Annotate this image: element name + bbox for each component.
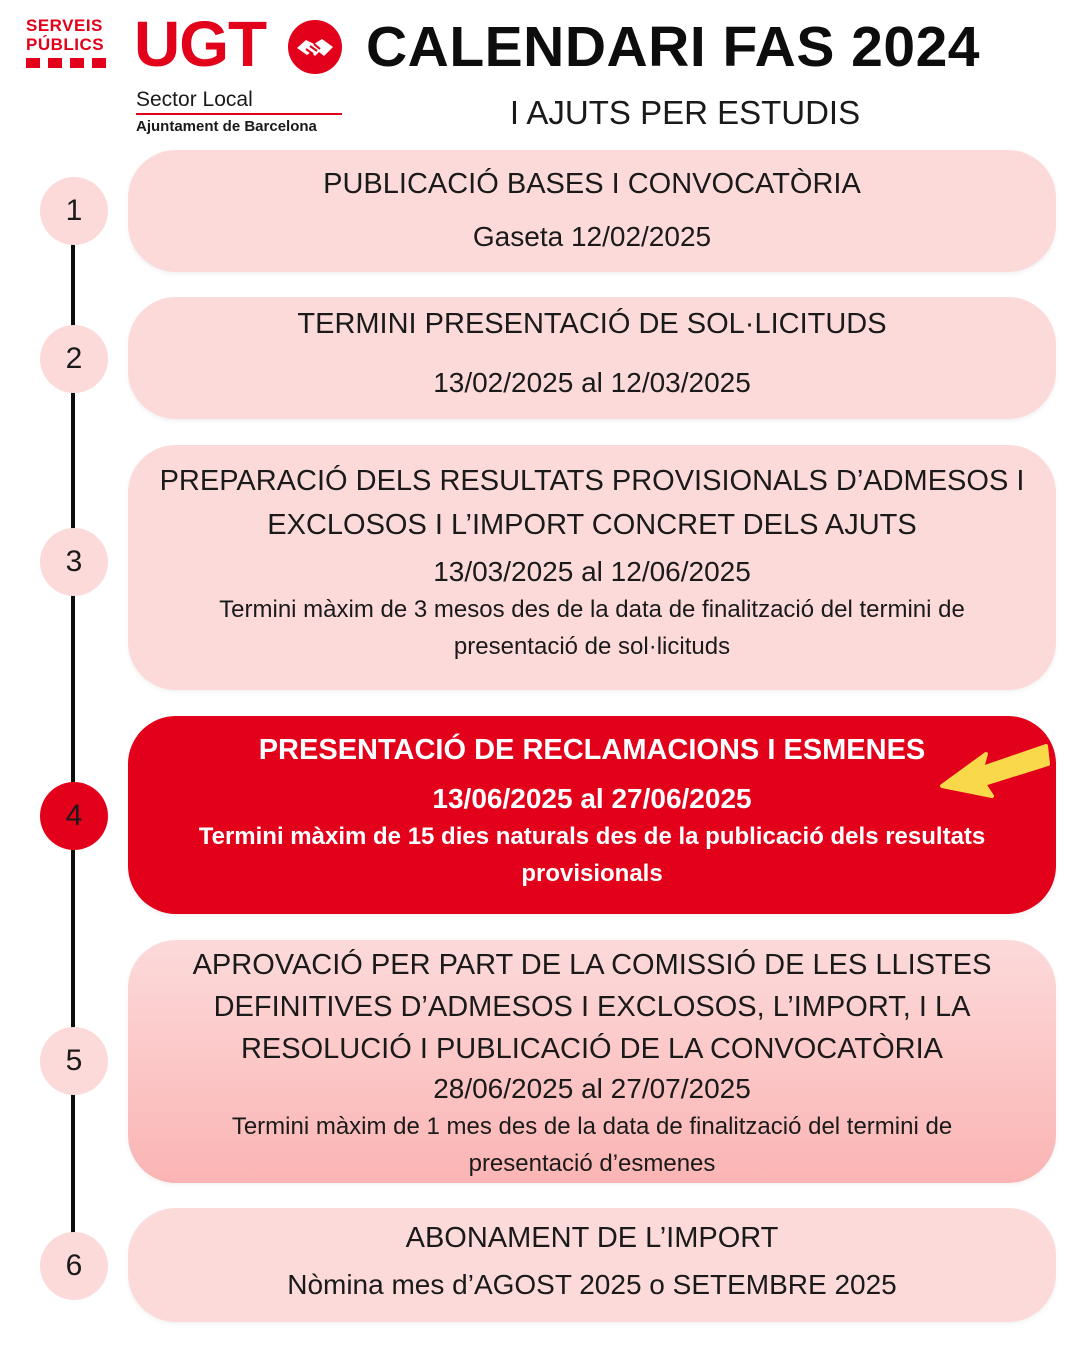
ugt-logo-text: UGT [134, 8, 267, 80]
step-5-number: 5 [40, 1027, 108, 1095]
step-2-title: TERMINI PRESENTACIÓ DE SOL·LICITUDS [297, 308, 887, 340]
step-3-number: 3 [40, 528, 108, 596]
sector-local-label: Sector Local [136, 88, 253, 111]
step-6-card [128, 1208, 1056, 1322]
step-5-note-line-2: presentació d’esmenes [468, 1150, 716, 1177]
step-6-date: Nòmina mes d’AGOST 2025 o SETEMBRE 2025 [287, 1269, 897, 1300]
step-6-number: 6 [40, 1232, 108, 1300]
step-4-title: PRESENTACIÓ DE RECLAMACIONS I ESMENES [258, 734, 926, 766]
step-5-title-line-2: DEFINITIVES D’ADMESOS I EXCLOSOS, L’IMPORT, I LA [213, 991, 971, 1023]
step-3-card [128, 445, 1056, 690]
step-4-number: 4 [40, 782, 108, 850]
sector-divider [136, 113, 342, 115]
step-5-title-line-3: RESOLUCIÓ I PUBLICACIÓ DE LA CONVOCATÒRIA [240, 1033, 944, 1065]
step-1-number: 1 [40, 177, 108, 245]
step-3-note-line-1: Termini màxim de 3 mesos des de la data de finalització del termini de [219, 596, 965, 623]
step-1-title: PUBLICACIÓ BASES I CONVOCATÒRIA [323, 168, 861, 200]
step-2-number: 2 [40, 325, 108, 393]
step-4-date: 13/06/2025 al 27/06/2025 [432, 783, 752, 814]
step-3-date: 13/03/2025 al 12/06/2025 [433, 556, 751, 587]
step-1-card [128, 150, 1056, 272]
step-6-title: ABONAMENT DE L’IMPORT [405, 1222, 779, 1254]
logo-dots [26, 58, 110, 68]
page-title: CALENDARI FAS 2024 [366, 15, 980, 79]
step-4-note-line-2: provisionals [521, 860, 663, 887]
step-3-title-line-2: EXCLOSOS I L’IMPORT CONCRET DELS AJUTS [267, 509, 917, 541]
step-4-card [128, 716, 1056, 914]
handshake-icon [286, 18, 344, 76]
serveis-publics-logo [26, 16, 110, 68]
step-5-note-line-1: Termini màxim de 1 mes des de la data de finalització del termini de [231, 1113, 953, 1140]
highlight-arrow-icon [936, 736, 1052, 802]
page-subtitle: I AJUTS PER ESTUDIS [509, 94, 861, 131]
step-1-date: Gaseta 12/02/2025 [472, 221, 712, 252]
step-3-note-line-2: presentació de sol·licituds [453, 633, 731, 660]
step-5-card [128, 940, 1056, 1183]
step-5-date: 28/06/2025 al 27/07/2025 [433, 1073, 751, 1104]
step-2-card [128, 297, 1056, 419]
ajuntament-label: Ajuntament de Barcelona [136, 118, 317, 135]
step-3-title-line-1: PREPARACIÓ DELS RESULTATS PROVISIONALS D’ADMESOS I [159, 465, 1025, 497]
publics-label: PÚBLICS [26, 35, 105, 54]
step-5-title-line-1: APROVACIÓ PER PART DE LA COMISSIÓ DE LES LLISTES [192, 949, 992, 981]
serveis-label: SERVEIS [26, 16, 103, 35]
step-2-date: 13/02/2025 al 12/03/2025 [433, 367, 751, 398]
step-4-note-line-1: Termini màxim de 15 dies naturals des de la publicació dels resultats [198, 823, 986, 850]
